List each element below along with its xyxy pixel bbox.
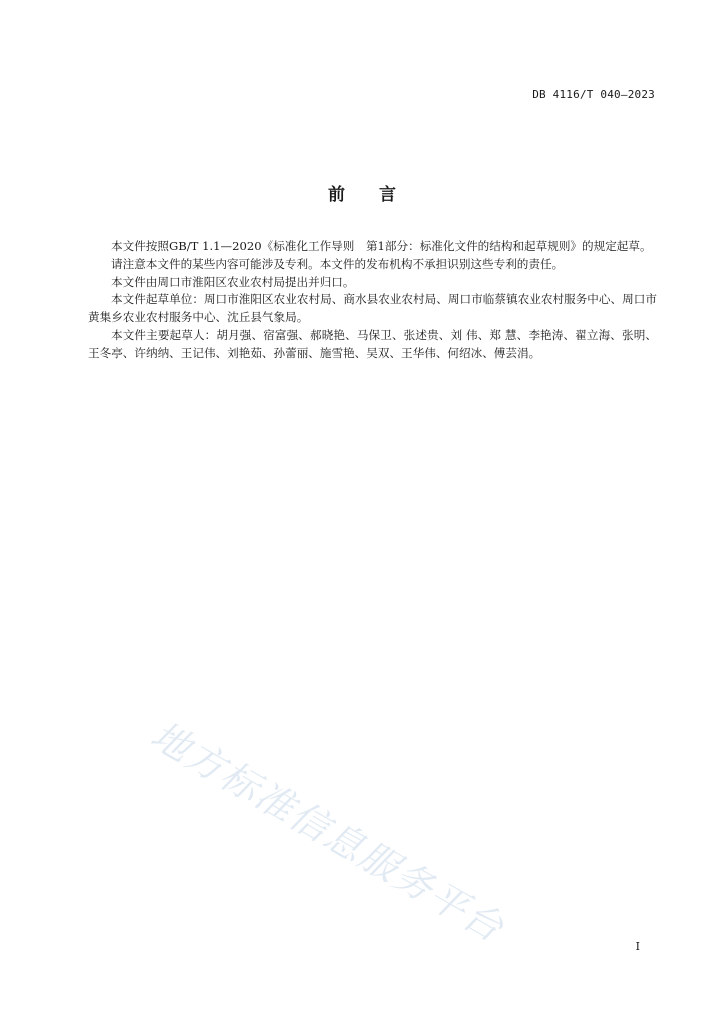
document-code: DB 4116/T 040—2023 (532, 88, 655, 101)
paragraph-drafting-rules: 本文件按照GB/T 1.1—2020《标准化工作导则 第1部分：标准化文件的结构和起草规则》的规定起草。 (111, 239, 652, 253)
paragraph-drafters: 本文件主要起草人：胡月强、宿富强、郝晓艳、马保卫、张述贵、刘 伟、郑 慧、李艳涛、翟立海、张明、王冬亭、许纳纳、王记伟、刘艳茹、孙蕾丽、施雪艳、吴双、王华伟、何绍冰、傅芸涓。 (88, 327, 657, 360)
watermark: 地方标准信息服务平台 (143, 712, 512, 951)
paragraph-proposer: 本文件由周口市淮阳区农业农村局提出并归口。 (111, 274, 355, 289)
preface-body (88, 238, 657, 363)
paragraph-patent-notice: 请注意本文件的某些内容可能涉及专利。本文件的发布机构不承担识别这些专利的责任。 (111, 256, 564, 271)
page-title: 前 言 (328, 185, 396, 205)
paragraph-drafting-units: 本文件起草单位：周口市淮阳区农业农村局、商水县农业农村局、周口市临蔡镇农业农村服务中心、周口市黄集乡农业农村服务中心、沈丘县气象局。 (88, 292, 657, 325)
page-number: I (635, 940, 640, 953)
